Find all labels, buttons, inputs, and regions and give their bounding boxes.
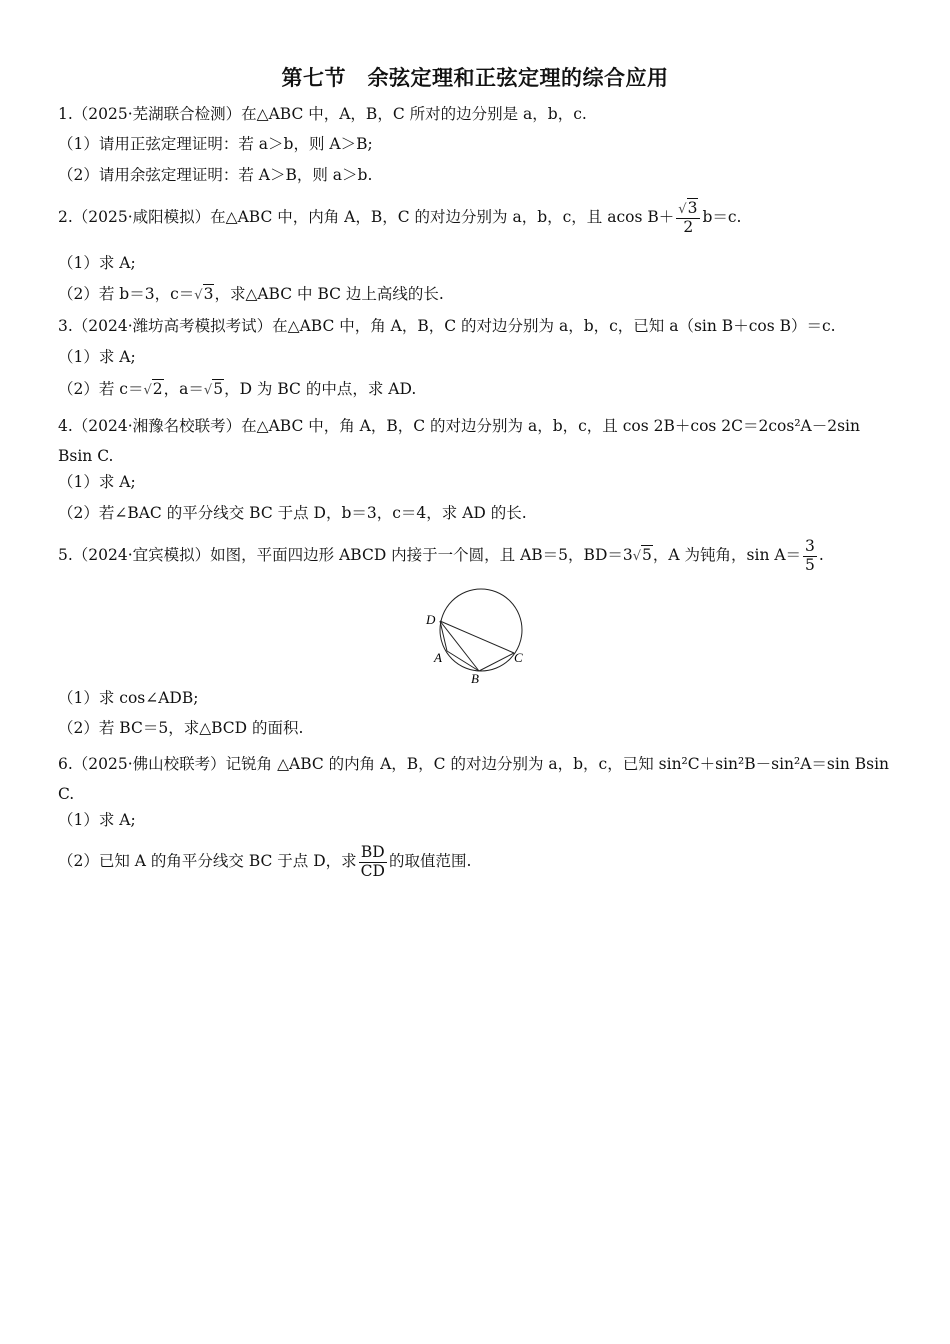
- vertex-label-d: D: [426, 612, 436, 627]
- q6-part2: [58, 838, 471, 884]
- segment-dc: [440, 621, 514, 653]
- q2-part1: （1）求 A;: [58, 254, 136, 272]
- radical-icon: √: [203, 383, 213, 398]
- vertex-label-c: C: [514, 650, 523, 665]
- q4-part1: （1）求 A;: [58, 473, 136, 491]
- q3-part2: [58, 379, 416, 401]
- q1-part2: （2）请用余弦定理证明：若 A＞B，则 a＞b.: [58, 166, 373, 184]
- q6-frac-num: BD: [359, 844, 387, 863]
- q2-part2-tail: ，求△ABC 中 BC 边上高线的长.: [214, 285, 444, 303]
- q1-part1: （1）请用正弦定理证明：若 a＞b，则 A＞B;: [58, 135, 373, 153]
- q2-frac-num: [676, 200, 700, 219]
- q6-part1: （1）求 A;: [58, 811, 136, 829]
- q3-part2-radicand-2: 5: [213, 380, 224, 398]
- q2-frac-den: 2: [683, 217, 694, 236]
- q2-head: [58, 194, 741, 240]
- q6-part2-text: （2）已知 A 的角平分线交 BC 于点 D，求: [58, 852, 357, 870]
- q5-frac-den: 5: [805, 555, 815, 574]
- q3-head: 3.（2024·潍坊高考模拟考试）在△ABC 中，角 A，B，C 的对边分别为 a，b，c，已知 a（sin B＋cos B）＝c.: [58, 317, 836, 335]
- segment-ab: [447, 651, 479, 671]
- vertex-label-b: B: [471, 671, 479, 686]
- q3-part2-radicand-1: 2: [152, 380, 163, 398]
- circumcircle: [440, 589, 522, 671]
- q2-fraction: [676, 200, 700, 237]
- q3-part2-tail: ，D 为 BC 的中点，求 AD.: [224, 380, 417, 398]
- q6-part2-tail: 的取值范围.: [388, 852, 472, 870]
- q5-head-radicand: 5: [642, 546, 652, 564]
- q4-part2: （2）若∠BAC 的平分线交 BC 于点 D，b＝3，c＝4，求 AD 的长.: [58, 504, 527, 522]
- q2-part2: [58, 284, 444, 306]
- radical-icon: √: [678, 201, 687, 217]
- q3-part2-text: （2）若 c＝: [58, 380, 144, 398]
- q2-head-tail: b＝c.: [702, 208, 742, 226]
- q5-frac-num: 3: [805, 536, 815, 555]
- q2-head-text: 2.（2025·咸阳模拟）在△ABC 中，内角 A，B，C 的对边分别为 a，b，c，且 acos B＋: [58, 208, 675, 226]
- radical-icon: √: [632, 549, 642, 564]
- radical-icon: √: [194, 288, 203, 303]
- radical-icon: √: [143, 383, 152, 398]
- page-title: 第七节 余弦定理和正弦定理的综合应用: [281, 66, 669, 90]
- q6-fraction: [359, 844, 387, 881]
- q2-part2-text: （2）若 b＝3，c＝: [58, 285, 195, 303]
- q4-head: 4.（2024·湘豫名校联考）在△ABC 中，角 A，B，C 的对边分别为 a，b，c，且 cos 2B＋cos 2C＝2cos²A－2sin Bsin C.: [58, 417, 860, 465]
- q6-frac-den: CD: [360, 861, 385, 880]
- q5-circle-figure: [420, 584, 530, 688]
- q5-head-tail: .: [818, 546, 824, 564]
- q6-head: 6.（2025·佛山校联考）记锐角 △ABC 的内角 A，B，C 的对边分别为 a，b，c，已知 sin²C＋sin²B－sin²A＝sin Bsin C.: [58, 755, 890, 803]
- q5-head-text: 5.（2024·宜宾模拟）如图，平面四边形 ABCD 内接于一个圆，且 AB＝5，BD＝3: [58, 546, 633, 564]
- q1-head: 1.（2025·芜湖联合检测）在△ABC 中，A，B，C 所对的边分别是 a，b，c.: [58, 105, 587, 123]
- q5-part2: （2）若 BC＝5，求△BCD 的面积.: [58, 719, 304, 737]
- vertex-label-a: A: [434, 650, 442, 665]
- q5-head: [58, 532, 824, 580]
- q5-part1: （1）求 cos∠ADB;: [58, 689, 199, 707]
- q3-part1: （1）求 A;: [58, 348, 136, 366]
- q2-frac-radicand: 3: [687, 198, 698, 217]
- q5-fraction: [803, 538, 817, 575]
- q5-head-mid: ，A 为钝角，sin A＝: [652, 546, 802, 564]
- q3-part2-mid: ，a＝: [163, 380, 204, 398]
- q2-part2-radicand: 3: [203, 285, 214, 303]
